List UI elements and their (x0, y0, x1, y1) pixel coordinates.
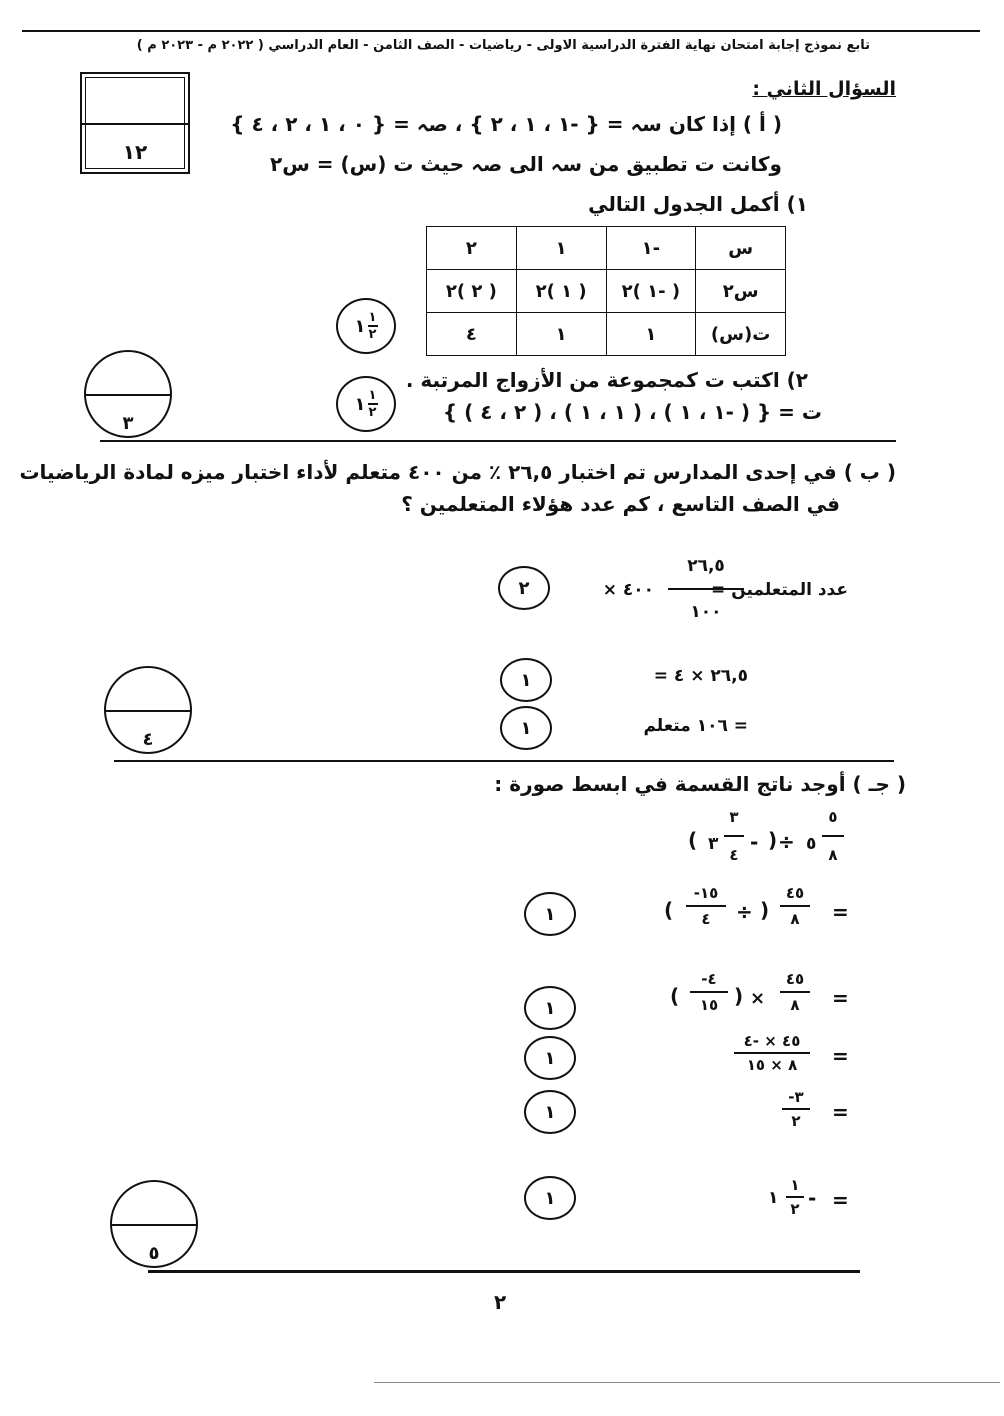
table-row (427, 227, 786, 270)
calc-step2: = ٢٦,٥ × ٤ (653, 666, 748, 686)
mark-oval: ١ (524, 1090, 576, 1134)
fraction (786, 1176, 804, 1218)
header-text: تابع نموذج إجابة امتحان نهاية الفترة الدراسية الاولى - رياضيات - الصف الثامن - العام الدراسي ( ٢٠٢٢ م - ٢٠٢٣ م ) (136, 38, 870, 53)
fraction (822, 808, 844, 864)
mark-whole: ١ (354, 315, 366, 337)
calc-fraction (668, 556, 744, 622)
fraction-bar (668, 588, 744, 590)
calc-step3: = ١٠٦ متعلم (643, 716, 748, 736)
left-paren: ( (688, 828, 698, 852)
fraction-bar (724, 835, 744, 837)
score-circle-divider (106, 710, 190, 712)
fraction-denominator: ٤ (701, 910, 711, 928)
mark-oval (336, 298, 396, 354)
part-a-set-line: ت = { ( -١ ، ١ ) ، ( ١ ، ١ ) ، ( ٢ ، ٤ ) } (442, 400, 822, 424)
fraction-bar (822, 835, 844, 837)
mapping-table (426, 226, 786, 356)
fraction (734, 1032, 810, 1074)
fraction-denominator: ٤ (729, 846, 739, 864)
fraction-denominator: ١٥ (699, 996, 719, 1014)
mark-oval: ٢ (498, 566, 550, 610)
score-circle-divider (86, 394, 170, 396)
left-paren: ( (664, 898, 674, 922)
multiply-sign: × (750, 988, 766, 1009)
table-cell: س (696, 227, 786, 270)
table-cell: -١ (606, 227, 696, 270)
fraction-numerator: ١ (368, 388, 377, 403)
fraction-denominator: ٨ (790, 996, 800, 1014)
part-c-title: ( جـ ) أوجد ناتج القسمة في ابسط صورة : (494, 772, 906, 796)
equals-sign: = (832, 1044, 849, 1068)
table-cell: ( ٢ )٢ (427, 270, 517, 313)
mark-oval: ١ (524, 1036, 576, 1080)
section-divider (114, 760, 894, 762)
fraction (780, 970, 810, 1014)
mark-fraction (368, 389, 378, 419)
fraction-numerator: -١٥ (693, 884, 719, 902)
right-paren: ) (734, 984, 744, 1008)
fraction-denominator: ١٠٠ (690, 602, 722, 622)
table-cell: ١ (606, 313, 696, 356)
mark-oval (336, 376, 396, 432)
score-value: ٣ (122, 413, 134, 434)
fraction-denominator: ٨ (828, 846, 838, 864)
fraction-numerator: ٤٥ × -٤ (743, 1032, 801, 1050)
fraction-denominator: ٨ (790, 910, 800, 928)
mark-oval: ١ (500, 706, 552, 750)
equals-sign: = (832, 1188, 849, 1212)
part-a-line2: وكانت ت تطبيق من سہ الى صہ حيث ت (س) = س٢ (269, 152, 782, 176)
table-row (427, 313, 786, 356)
table-cell: ( -١ )٢ (606, 270, 696, 313)
equals-sign: = (832, 900, 849, 924)
page-number: ٢ (494, 1290, 507, 1314)
fraction (686, 884, 726, 928)
fraction-bar (734, 1052, 810, 1054)
fraction-numerator: ١ (368, 310, 377, 325)
fraction-numerator: ٥ (828, 808, 838, 826)
whole-number: ٣ (708, 834, 719, 854)
score-circle (84, 350, 172, 438)
mark-oval: ١ (524, 892, 576, 936)
fraction-denominator: ٢ (790, 1200, 800, 1218)
right-paren: ) (760, 898, 770, 922)
score-circle (104, 666, 192, 754)
bottom-rule (148, 1270, 860, 1273)
score-circle (110, 1180, 198, 1268)
fraction-bar (780, 905, 810, 907)
table-cell: س٢ (696, 270, 786, 313)
score-circle-divider (112, 1224, 196, 1226)
question-title: السؤال الثاني : (752, 78, 896, 100)
minus-sign: - (750, 830, 759, 854)
fraction-bar (782, 1108, 810, 1110)
part-a-line1: ( أ ) إذا كان سہ = { -١ ، ١ ، ٢ } ، صہ = { ٠ ، ١ ، ٢ ، ٤ } (230, 112, 782, 136)
calc-label: عدد المتعلمين = (711, 580, 848, 600)
mark-oval: ١ (524, 986, 576, 1030)
fraction-numerator: ٤٥ (785, 970, 805, 988)
fraction (724, 808, 744, 864)
mark-oval: ١ (500, 658, 552, 702)
right-paren: ) (768, 828, 778, 852)
table-cell: ت(س) (696, 313, 786, 356)
fraction-numerator: -٣ (788, 1088, 804, 1106)
fraction-bar (690, 991, 728, 993)
fraction-bar (786, 1196, 804, 1198)
division-sign: ÷ (736, 900, 753, 924)
grade-box-total: ١٢ (122, 140, 148, 164)
equals-sign: = (832, 1100, 849, 1124)
minus-sign: - (808, 1186, 817, 1210)
score-value: ٤ (142, 729, 154, 750)
left-paren: ( (670, 984, 680, 1008)
section-divider (100, 440, 896, 442)
table-row (427, 270, 786, 313)
division-sign: ÷ (778, 830, 795, 854)
equals-sign: = (832, 986, 849, 1010)
mark-whole: ١ (354, 393, 366, 415)
table-cell: ١ (516, 227, 606, 270)
table-cell: ( ١ )٢ (516, 270, 606, 313)
part-b-line2: في الصف التاسع ، كم عدد هؤلاء المتعلمين ؟ (401, 492, 840, 516)
score-value: ٥ (148, 1243, 160, 1264)
table-cell: ٤ (427, 313, 517, 356)
fraction (690, 970, 728, 1014)
whole-number: ٥ (806, 834, 817, 854)
scan-edge-line (374, 1382, 1000, 1383)
part-a-step1: ١) أكمل الجدول التالي (588, 192, 808, 216)
fraction-numerator: ٣ (729, 808, 739, 826)
mark-oval: ١ (524, 1176, 576, 1220)
calc-tail: × ٤٠٠ (602, 580, 654, 600)
mark-fraction (368, 311, 378, 341)
fraction (780, 884, 810, 928)
fraction-bar (780, 991, 810, 993)
part-a-step2: ٢) اكتب ت كمجموعة من الأزواج المرتبة . (405, 368, 808, 392)
whole-number: ١ (768, 1188, 779, 1208)
header-top-rule (22, 30, 980, 32)
fraction-numerator: ١ (790, 1176, 800, 1194)
fraction-denominator: ٢ (368, 327, 377, 342)
fraction-numerator: ٤٥ (785, 884, 805, 902)
grade-box-divider (82, 123, 188, 125)
fraction-denominator: ٢ (368, 405, 377, 420)
fraction-denominator: ٨ × ١٥ (746, 1056, 798, 1074)
table-cell: ١ (516, 313, 606, 356)
fraction-numerator: ٢٦,٥ (687, 556, 725, 576)
table-cell: ٢ (427, 227, 517, 270)
fraction-bar (686, 905, 726, 907)
fraction (782, 1088, 810, 1130)
fraction-numerator: -٤ (701, 970, 717, 988)
part-b-line1: ( ب ) في إحدى المدارس تم اختبار ٢٦,٥ ٪ من ٤٠٠ متعلم لأداء اختبار ميزه لمادة الرياضيات (19, 460, 896, 484)
fraction-denominator: ٢ (791, 1112, 801, 1130)
grade-box (80, 72, 190, 174)
